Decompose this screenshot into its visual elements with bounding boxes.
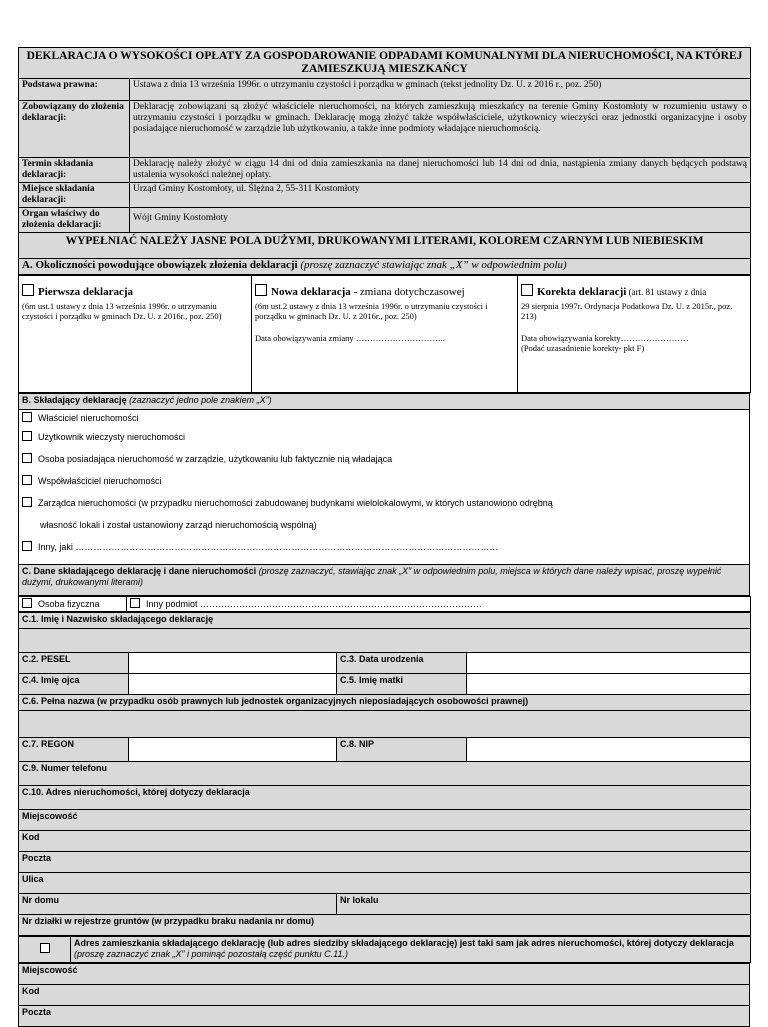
info-value-obliged: Deklarację zobowiązani są złożyć właściciele nieruchomości, na których zamieszkują mieszkańcy na terenie Gminy Kostomłoty w rozumieniu ustawy o utrzymaniu czystości i porządku w gminach. Deklarację mogą złożyć także współwłaściciele, użytkownicy wieczyści oraz jednostki organizacyjne i osoby posiadające nieruchomość w zarządzie lub użytkowaniu, a także inne podmioty władające nieruchomością. — [130, 101, 751, 158]
section-b-header — [19, 394, 750, 410]
section-b-note: (zaznaczyć jedno pole znakiem „X”) — [129, 395, 272, 405]
c6-label: C.6. Pełna nazwa (w przypadku osób prawnych lub jednostek organizacyjnych nieposiadających osobowości prawnej) — [19, 695, 751, 711]
section-b-title: B. Składający deklarację — [22, 395, 127, 405]
perpetual-label: Użytkownik wieczysty nieruchomości — [38, 432, 186, 442]
possessor-label: Osoba posiadająca nieruchomość w zarządzie, użytkowaniu lub faktycznie nią władająca — [38, 454, 393, 464]
info-value-deadline: Deklarację należy złożyć w ciągu 14 dni od dnia zamieszkania na danej nieruchomości lub 14 dni od dnia, nastąpienia zmiany danych będących podstawą ustalenia wysokości należnej opłaty. — [130, 158, 751, 183]
section-c-fields — [18, 612, 751, 936]
manager-checkbox[interactable] — [22, 497, 32, 507]
dzialka-field[interactable]: Nr działki w rejestrze gruntów (w przypadku braku nadania nr domu) — [19, 915, 751, 936]
manager-label: Zarządca nieruchomości (w przypadku nieruchomości zabudowanej budynkami wielolokalowymi, w których ustanowiono odrębną — [38, 498, 553, 508]
section-c-note: (proszę zaznaczyć, stawiając znak „X” w odpowiednim polu, miejsca w których dane należy wpisać, proszę wypełnić dużymi, drukowanymi literami) — [22, 566, 722, 587]
new-declaration-checkbox[interactable] — [255, 284, 267, 296]
info-label-deadline: Termin składania deklaracji: — [19, 158, 130, 183]
c2-label: C.2. PESEL — [19, 653, 129, 674]
c8-label: C.8. NIP — [337, 738, 467, 762]
correction-text: 29 sierpnia 1997r. Ordynacja Podatkowa Dz. U. z 2015r., poz. 213) — [521, 301, 733, 321]
new-declaration-head-rest: - zmiana dotychczasowej — [350, 286, 465, 298]
other-entity-option[interactable] — [127, 597, 751, 612]
c5-label: C.5. Imię matki — [337, 674, 467, 695]
section-c-header — [19, 565, 750, 596]
correction-note: (Podać uzasadnienie korekty- pkt F) — [521, 343, 645, 353]
filer-option-other[interactable] — [22, 536, 746, 558]
info-value-basis: Ustawa z dnia 13 września 1996r. o utrzymaniu czystości i porządku w gminach (tekst jednolity Dz. U. z 2016 r., poz. 250) — [130, 79, 751, 101]
section-a-options — [18, 275, 751, 393]
nr-lokalu-field[interactable]: Nr lokalu — [337, 894, 751, 915]
info-label-place: Miejsce składania deklaracji: — [19, 183, 130, 208]
filer-option-possessor[interactable] — [22, 448, 746, 470]
option-first-declaration[interactable] — [19, 276, 252, 393]
nr-domu-field[interactable]: Nr domu — [19, 894, 337, 915]
c2-input[interactable] — [129, 653, 337, 674]
first-declaration-checkbox[interactable] — [22, 284, 34, 296]
correction-head: Korekta deklaracji — [537, 286, 627, 298]
res-miejscowosc-field[interactable]: Miejscowość — [19, 964, 750, 985]
c8-input[interactable] — [467, 738, 751, 762]
owner-label: Właściciel nieruchomości — [38, 413, 139, 423]
person-checkbox[interactable] — [22, 598, 32, 608]
owner-checkbox[interactable] — [22, 412, 32, 422]
other-entity-checkbox[interactable] — [130, 598, 140, 608]
section-c-type — [18, 596, 751, 612]
same-address-cell[interactable] — [19, 937, 71, 963]
filer-option-perpetual[interactable] — [22, 426, 746, 448]
form-title: DEKLARACJA O WYSOKOŚCI OPŁATY ZA GOSPODAROWANIE ODPADAMI KOMUNALNYMI DLA NIERUCHOMOŚCI, NA KTÓREJ ZAMIESZKUJĄ MIESZKAŃCY — [19, 48, 751, 79]
info-value-authority: Wójt Gminy Kostomłoty — [130, 208, 751, 233]
kod-field[interactable]: Kod — [19, 831, 751, 852]
c5-input[interactable] — [467, 674, 751, 695]
info-label-authority: Organ właściwy do złożenia deklaracji: — [19, 208, 130, 233]
form-header-table — [18, 47, 751, 275]
correction-head-rest: (art. 81 ustawy z dnia — [626, 287, 707, 297]
other-checkbox[interactable] — [22, 541, 32, 551]
filer-option-owner[interactable] — [22, 410, 746, 426]
new-declaration-date[interactable]: Data obowiązywania zmiany ………………………….. — [255, 333, 446, 343]
c4-label: C.4. Imię ojca — [19, 674, 129, 695]
same-address-label: Adres zamieszkania składającego deklarację (lub adres siedziby składającego deklarację) jest taki sam jak adres nieruchomości, której dotyczy deklaracja — [74, 938, 734, 948]
res-kod-field[interactable]: Kod — [19, 985, 750, 1006]
same-address-note: (proszę zaznaczyć znak „X” i pominąć pozostałą część punktu C.11.) — [74, 949, 348, 959]
miejscowosc-field[interactable]: Miejscowość — [19, 810, 751, 831]
c6-input[interactable] — [19, 711, 751, 738]
section-c-title: C. Dane składającego deklarację i dane nieruchomości — [22, 566, 257, 576]
manager-label-cont: własność lokali i został ustanowiony zarząd nieruchomością wspólną) — [40, 520, 317, 530]
info-value-place: Urząd Gminy Kostomłoty, ul. Ślężna 2, 55-311 Kostomłoty — [130, 183, 751, 208]
section-b — [18, 393, 750, 596]
other-label: Inny, jaki …………………………………………………………………………………………………………………………… — [38, 542, 499, 552]
new-declaration-head: Nowa deklaracja — [271, 286, 351, 298]
other-entity-label: Inny podmiot …………………………………………………………………………………. — [146, 599, 482, 609]
coowner-label: Współwłaściciel nieruchomości — [38, 476, 162, 486]
person-type-option[interactable] — [19, 597, 127, 612]
same-address-checkbox[interactable] — [40, 943, 50, 953]
ulica-field[interactable]: Ulica — [19, 873, 751, 894]
c7-input[interactable] — [129, 738, 337, 762]
info-label-basis: Podstawa prawna: — [19, 79, 130, 101]
c4-input[interactable] — [129, 674, 337, 695]
filer-option-manager[interactable] — [22, 492, 746, 514]
c1-input[interactable] — [19, 629, 751, 653]
option-new-declaration[interactable] — [252, 276, 518, 393]
new-declaration-text: (6m ust.2 ustawy z dnia 13 września 1996r. o utrzymaniu czystości i porządku w gminach Dz. U. z 2016r., poz. 250) — [255, 301, 488, 321]
first-declaration-text: (6m ust.1 ustawy z dnia 13 września 1996r. o utrzymaniu czystości i porządku w gminach Dz. U. z 2016r., poz. 250) — [22, 301, 222, 321]
same-address-text — [71, 937, 751, 963]
c1-label: C.1. Imię i Nazwisko składającego deklarację — [19, 613, 751, 629]
c7-label: C.7. REGON — [19, 738, 129, 762]
coowner-checkbox[interactable] — [22, 475, 32, 485]
same-address-row — [18, 936, 751, 963]
person-label: Osoba fizyczna — [38, 599, 100, 609]
section-a-title: A. Okoliczności powodujące obowiązek złożenia deklaracji — [22, 259, 298, 271]
first-declaration-head: Pierwsza deklaracja — [38, 286, 133, 298]
c9-label[interactable]: C.9. Numer telefonu — [19, 762, 751, 786]
filer-option-coowner[interactable] — [22, 470, 746, 492]
res-poczta-field[interactable]: Poczta — [19, 1006, 750, 1027]
correction-date[interactable]: Data obowiązywania korekty…………………… — [521, 333, 689, 343]
section-a-note: (proszę zaznaczyć stawiając znak „X” w odpowiednim polu) — [300, 259, 567, 271]
section-a-header — [19, 259, 751, 275]
c3-label: C.3. Data urodzenia — [337, 653, 467, 674]
c3-input[interactable] — [467, 653, 751, 674]
c10-label: C.10. Adres nieruchomości, której dotyczy deklaracja — [19, 786, 751, 810]
fill-instruction: WYPEŁNIAĆ NALEŻY JASNE POLA DUŻYMI, DRUKOWANYMI LITERAMI, KOLOREM CZARNYM LUB NIEBIESKIM — [19, 233, 751, 259]
option-correction[interactable] — [518, 276, 751, 393]
possessor-checkbox[interactable] — [22, 453, 32, 463]
perpetual-checkbox[interactable] — [22, 431, 32, 441]
poczta-field[interactable]: Poczta — [19, 852, 751, 873]
residence-address — [18, 963, 750, 1027]
section-b-options — [19, 410, 750, 565]
declaration-form — [18, 47, 750, 1027]
info-label-obliged: Zobowiązany do złożenia deklaracji: — [19, 101, 130, 158]
correction-checkbox[interactable] — [521, 284, 533, 296]
